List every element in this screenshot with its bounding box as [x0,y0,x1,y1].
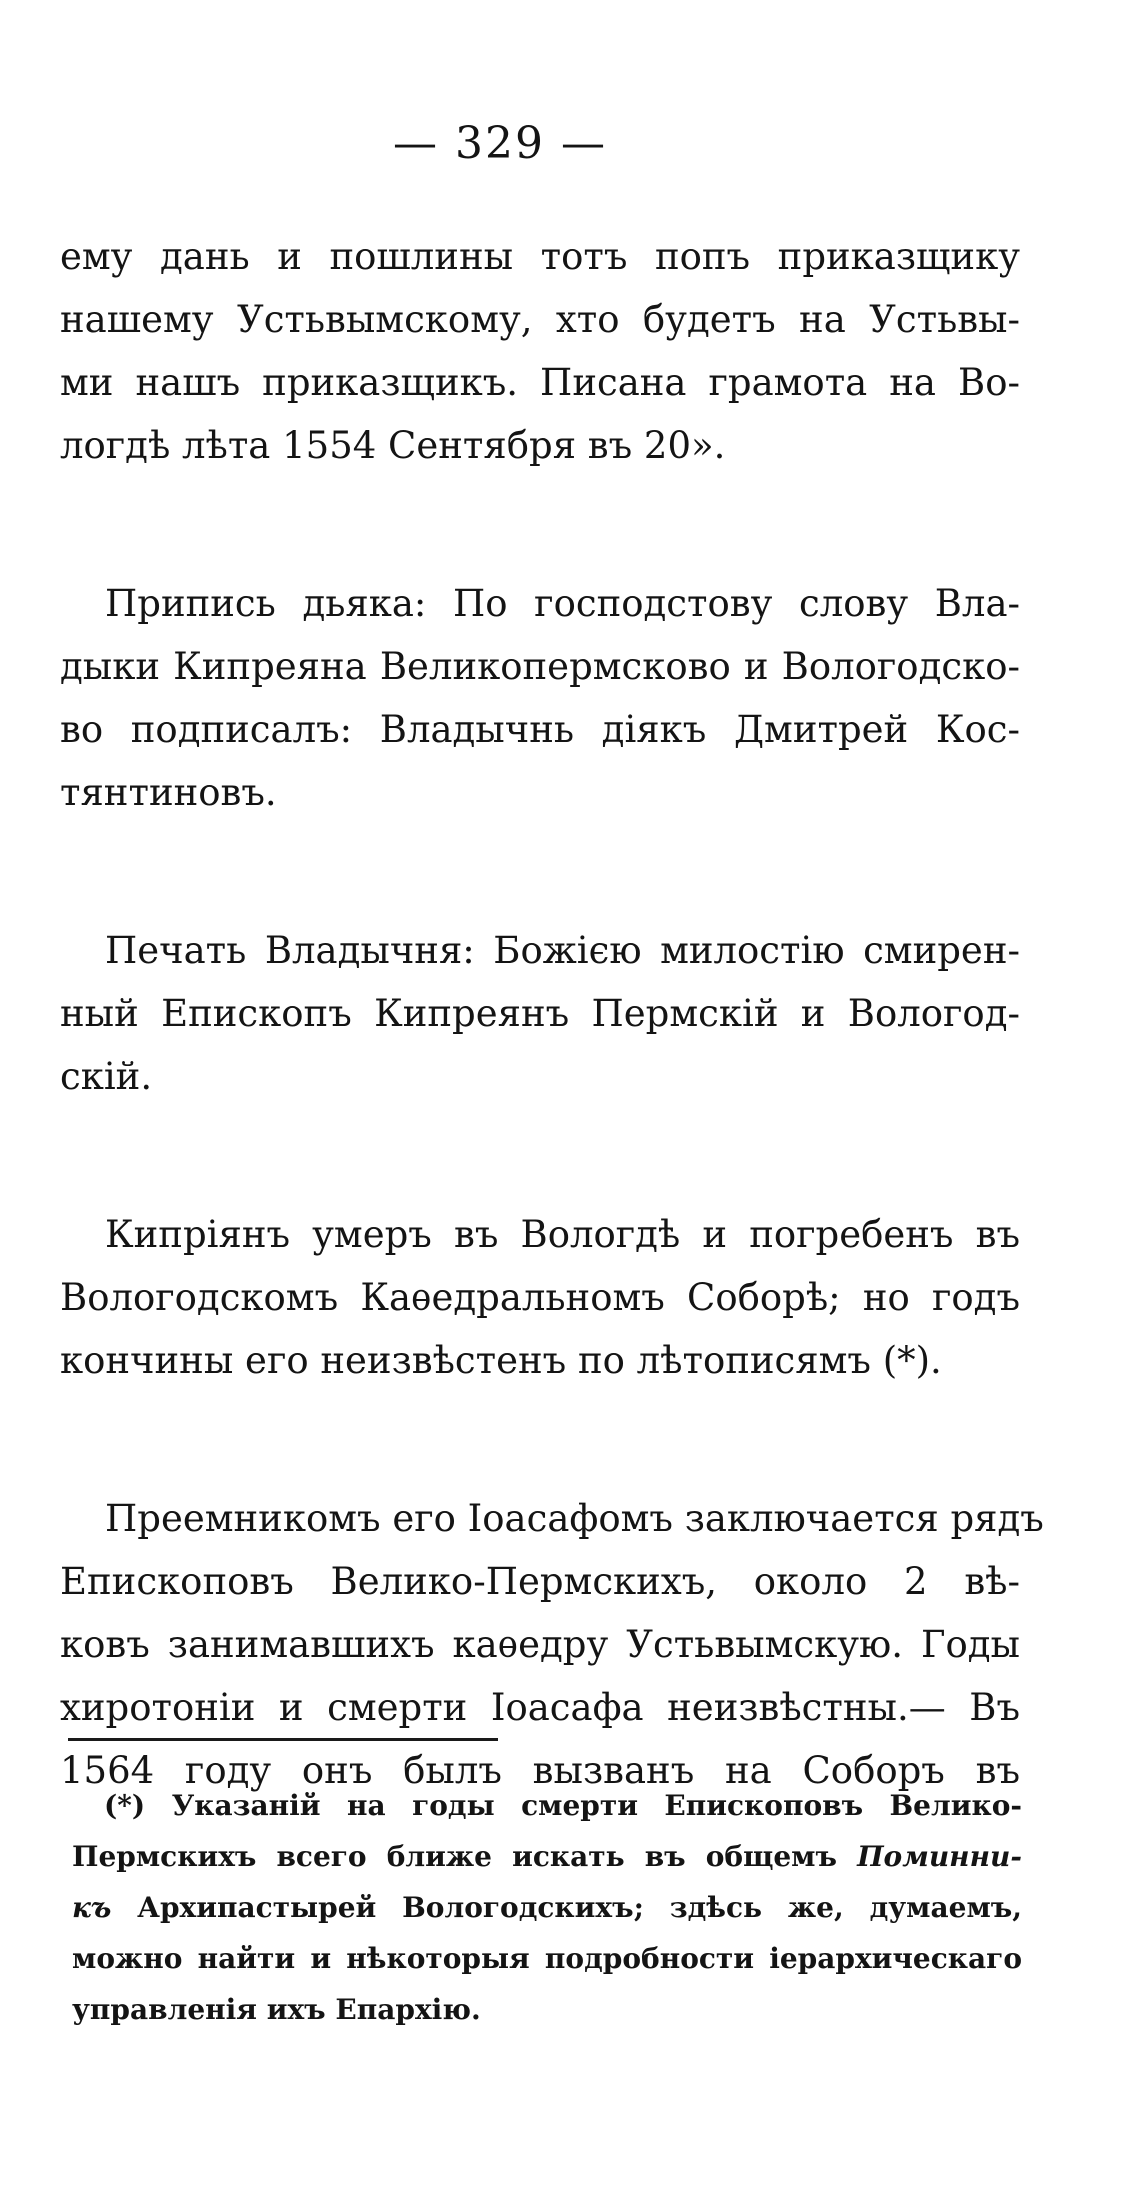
footnote-line [72,1882,1022,1933]
text-line: скій. [60,1055,153,1098]
footnote-line: можно найти и нѣкоторыя подробности іерархическаго [72,1942,1022,1975]
text-line: логдѣ лѣта 1554 Сентября въ 20». [60,424,726,467]
text-line: Епископовъ Велико-Пермскихъ, около 2 вѣ- [60,1560,1020,1603]
paragraph-gap [60,1392,1020,1487]
text-line: ный Епископъ Кипреянъ Пермскій и Вологод- [60,992,1020,1035]
footnote [72,1780,1022,2035]
paragraph-gap [60,477,1020,572]
text-line: во подписалъ: Владычнь діякъ Дмитрей Кос- [60,708,1020,751]
text-line: тянтиновъ. [60,771,277,814]
footnote-italic-title: Поминни- [857,1840,1022,1873]
paragraph-cyprian-death [60,1203,1020,1392]
text-line: ему дань и пошлины тотъ попъ приказщику [60,235,1020,278]
footnote-line: управленія ихъ Епархію. [72,1993,481,2026]
footnote-line [72,1831,1022,1882]
text-line: Печать Владычня: Божією милостію смирен- [105,929,1020,972]
paragraph-seal [60,919,1020,1108]
paragraph-charter-end [60,225,1020,477]
paragraph-gap [60,824,1020,919]
body-text [60,225,1044,1802]
footnote-italic-title: къ [72,1891,112,1924]
footnote-text: Архипастырей Вологодскихъ; здѣсь же, думаемъ, [111,1891,1022,1924]
text-line: Вологодскомъ Каѳедральномъ Соборѣ; но годъ [60,1276,1020,1319]
page-number: — 329 — [393,118,607,169]
text-line: Преемникомъ его Іоасафомъ заключается рядъ [105,1497,1044,1540]
footnote-divider [68,1738,498,1741]
text-line: дыки Кипреяна Великопермсково и Вологодско- [60,645,1020,688]
text-line: Кипріянъ умеръ въ Вологдѣ и погребенъ въ [105,1213,1020,1256]
paragraph-gap [60,1108,1020,1203]
text-line: ми нашъ приказщикъ. Писана грамота на Во- [60,361,1020,404]
text-line: Припись дьяка: По господстову слову Вла- [105,582,1020,625]
text-line: нашему Устьвымскому, хто будетъ на Устьвы- [60,298,1020,341]
footnote-text: Пермскихъ всего ближе искать въ общемъ [72,1840,858,1873]
text-line: хиротоніи и смерти Іоасафа неизвѣстны.— Въ [60,1686,1020,1729]
paragraph-clerk-signature [60,572,1020,824]
text-line: ковъ занимавшихъ каѳедру Устьвымскую. Годы [60,1623,1020,1666]
text-line: кончины его неизвѣстенъ по лѣтописямъ (*). [60,1339,942,1382]
paragraph-ioasaph [60,1487,1044,1802]
text-line: 1564 году онъ былъ вызванъ на Соборъ въ [60,1749,1020,1792]
footnote-line: (*) Указаній на годы смерти Епископовъ Велико- [104,1789,1022,1822]
